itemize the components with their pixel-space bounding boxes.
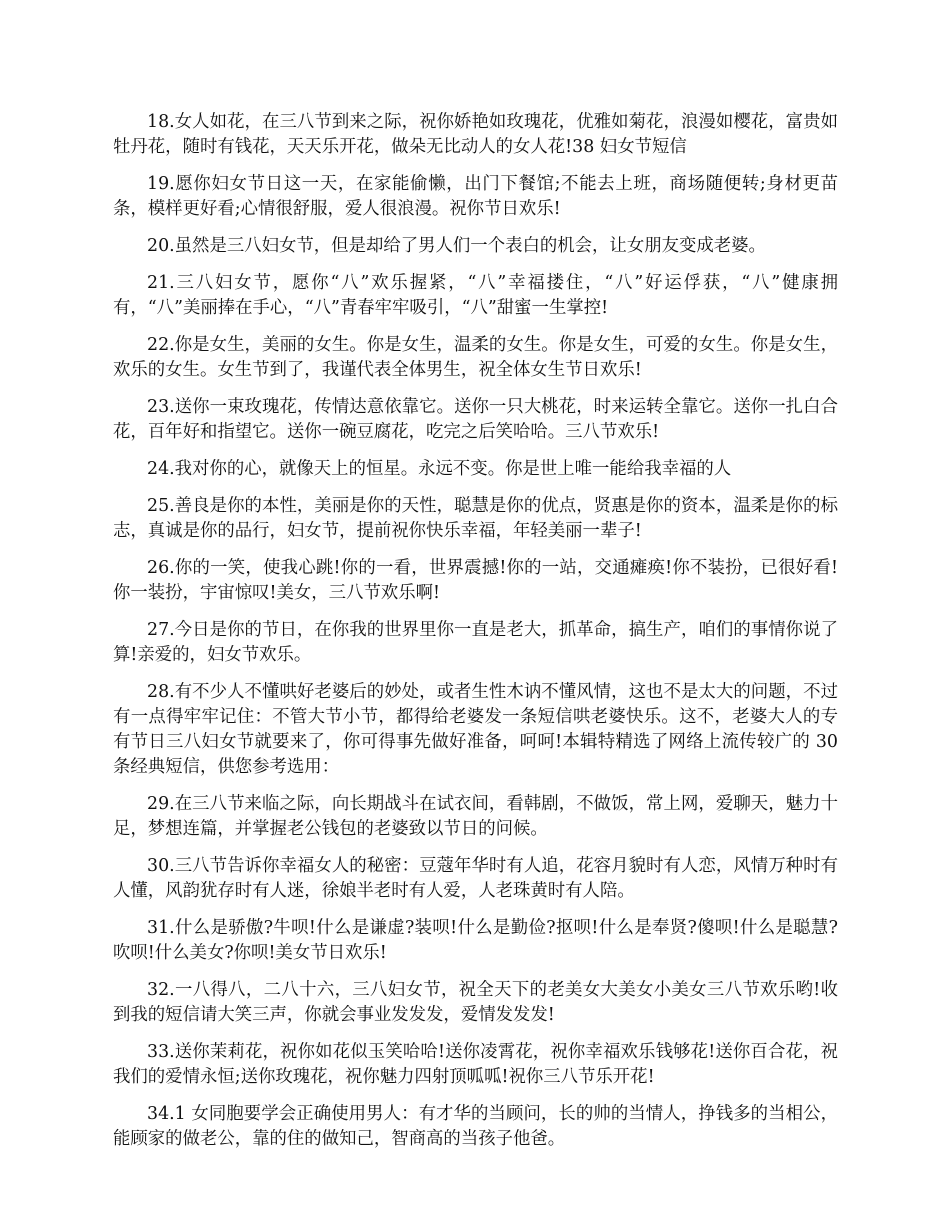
- paragraph-18: 18.女人如花，在三八节到来之际，祝你娇艳如玫瑰花，优雅如菊花，浪漫如樱花，富贵如牡丹花，随时有钱花，天天乐开花，做朵无比动人的女人花!38 妇女节短信: [113, 112, 838, 157]
- paragraph-29: 29.在三八节来临之际，向长期战斗在试衣间，看韩剧，不做饭，常上网，爱聊天，魅力十足，梦想连篇，并掌握老公钱包的老婆致以节日的问候。: [113, 794, 838, 839]
- paragraph-21: 21.三八妇女节，愿你“八”欢乐握紧，“八”幸福搂住，“八”好运俘获，“八”健康拥有，“八”美丽捧在手心，“八”青春牢牢吸引，“八”甜蜜一生掌控!: [113, 273, 838, 318]
- paragraph-30: 30.三八节告诉你幸福女人的秘密：豆蔻年华时有人追，花容月貌时有人恋，风情万种时有人懂，风韵犹存时有人迷，徐娘半老时有人爱，人老珠黄时有人陪。: [113, 856, 838, 901]
- paragraph-28: 28.有不少人不懂哄好老婆后的妙处，或者生性木讷不懂风情，这也不是太大的问题，不过有一点得牢牢记住：不管大节小节，都得给老婆发一条短信哄老婆快乐。这不，老婆大人的专有节日三八妇女节就要来了，你可得事先做好准备，呵呵!本辑特精选了网络上流传较广的 30 条经典短信，供您参考选用：: [113, 682, 838, 777]
- document-body: [113, 110, 838, 1164]
- paragraph-19: 19.愿你妇女节日这一天，在家能偷懒，出门下餐馆;不能去上班，商场随便转;身材更苗条，模样更好看;心情很舒服，爱人很浪漫。祝你节日欢乐!: [113, 174, 838, 219]
- paragraph-23: 23.送你一束玫瑰花，传情达意依靠它。送你一只大桃花，时来运转全靠它。送你一扎白合花，百年好和指望它。送你一碗豆腐花，吃完之后笑哈哈。三八节欢乐!: [113, 397, 838, 442]
- paragraph-25: 25.善良是你的本性，美丽是你的天性，聪慧是你的优点，贤惠是你的资本，温柔是你的标志，真诚是你的品行，妇女节，提前祝你快乐幸福，年轻美丽一辈子!: [113, 496, 838, 541]
- paragraph-20: 20.虽然是三八妇女节，但是却给了男人们一个表白的机会，让女朋友变成老婆。: [147, 236, 766, 256]
- paragraph-33: 33.送你茉莉花，祝你如花似玉笑哈哈!送你凌霄花，祝你幸福欢乐钱够花!送你百合花，祝我们的爱情永恒;送你玫瑰花，祝你魅力四射顶呱呱!祝你三八节乐开花!: [113, 1042, 838, 1087]
- paragraph-27: 27.今日是你的节日，在你我的世界里你一直是老大，抓革命，搞生产，咱们的事情你说了算!亲爱的，妇女节欢乐。: [113, 620, 838, 665]
- paragraph-32: 32.一八得八，二八十六，三八妇女节，祝全天下的老美女大美女小美女三八节欢乐哟!收到我的短信请大笑三声，你就会事业发发发，爱情发发发!: [113, 980, 838, 1025]
- paragraph-34: 34.1 女同胞要学会正确使用男人：有才华的当顾问，长的帅的当情人，挣钱多的当相公，能顾家的做老公，靠的住的做知己，智商高的当孩子他爸。: [113, 1104, 838, 1149]
- paragraph-31: 31.什么是骄傲?牛呗!什么是谦虚?装呗!什么是勤俭?抠呗!什么是奉贤?傻呗!什么是聪慧?吹呗!什么美女?你呗!美女节日欢乐!: [113, 918, 838, 963]
- paragraph-22: 22.你是女生，美丽的女生。你是女生，温柔的女生。你是女生，可爱的女生。你是女生，欢乐的女生。女生节到了，我谨代表全体男生，祝全体女生节日欢乐!: [113, 335, 838, 380]
- paragraph-24: 24.我对你的心，就像天上的恒星。永远不变。你是世上唯一能给我幸福的人: [147, 459, 732, 479]
- paragraph-26: 26.你的一笑，使我心跳!你的一看，世界震撼!你的一站，交通瘫痪!你不装扮，已很好看!你一装扮，宇宙惊叹!美女，三八节欢乐啊!: [113, 558, 838, 603]
